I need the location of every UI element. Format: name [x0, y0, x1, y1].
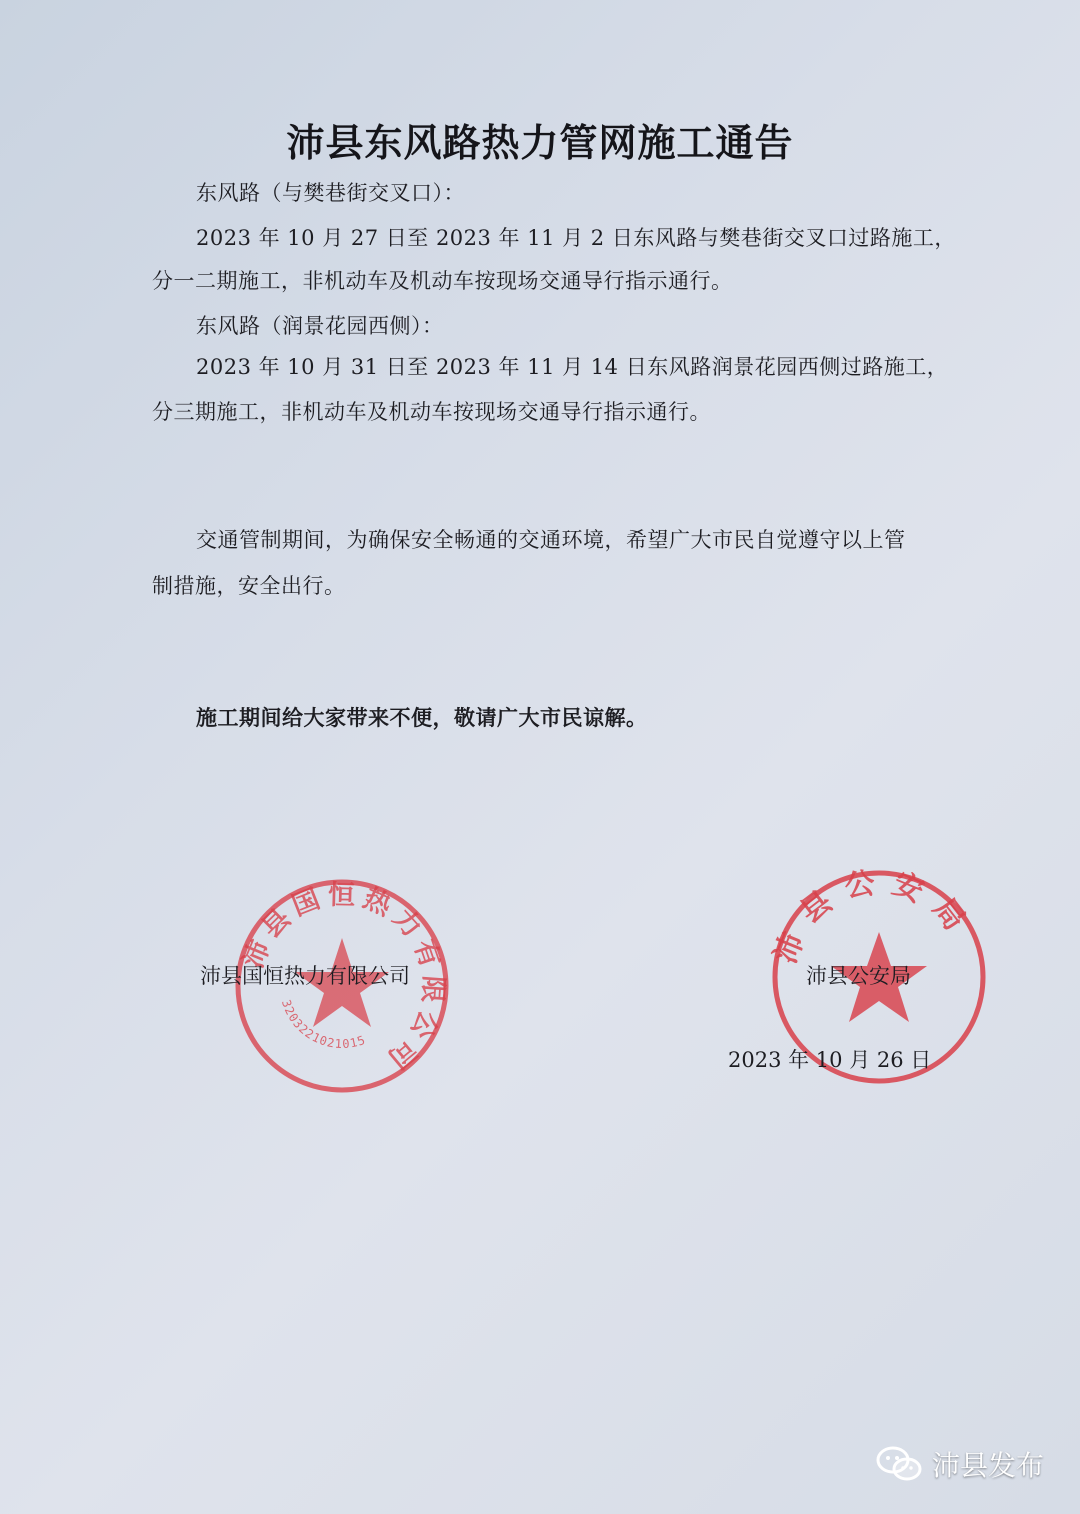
section2-line1: 2023 年 10 月 31 日至 2023 年 11 月 14 日东风路润景花园西侧过路施工，	[196, 355, 949, 379]
section2-heading: 东风路（润景花园西侧）：	[196, 314, 444, 338]
section1-heading: 东风路（与樊巷街交叉口）：	[196, 181, 465, 205]
section1-line2: 分一二期施工，非机动车及机动车按现场交通导行指示通行。	[152, 269, 733, 293]
police-signature: 沛县公安局	[806, 964, 911, 988]
section2-line2: 分三期施工，非机动车及机动车按现场交通导行指示通行。	[152, 400, 711, 424]
company-signature: 沛县国恒热力有限公司	[200, 964, 410, 988]
footer-account-name: 沛县发布	[931, 1449, 1044, 1482]
notice-title: 沛县东风路热力管网施工通告	[286, 121, 794, 165]
section1-line1: 2023 年 10 月 27 日至 2023 年 11 月 2 日东风路与樊巷街交叉口过路施工，	[196, 226, 956, 250]
wechat-icon	[876, 1445, 922, 1483]
svg-text:沛县公安局: 沛县公安局	[768, 866, 981, 969]
svg-text:沛县国恒热力有限公司: 沛县国恒热力有限公司	[237, 879, 449, 1079]
apology-line: 施工期间给大家带来不便，敬请广大市民谅解。	[196, 706, 648, 730]
issue-date: 2023 年 10 月 26 日	[728, 1048, 932, 1072]
notice-line2: 制措施，安全出行。	[152, 574, 346, 598]
svg-text:3203221021015: 3203221021015	[278, 997, 368, 1052]
notice-line1: 交通管制期间，为确保安全畅通的交通环境，希望广大市民自觉遵守以上管	[196, 528, 906, 552]
footer-watermark	[876, 1444, 1044, 1484]
